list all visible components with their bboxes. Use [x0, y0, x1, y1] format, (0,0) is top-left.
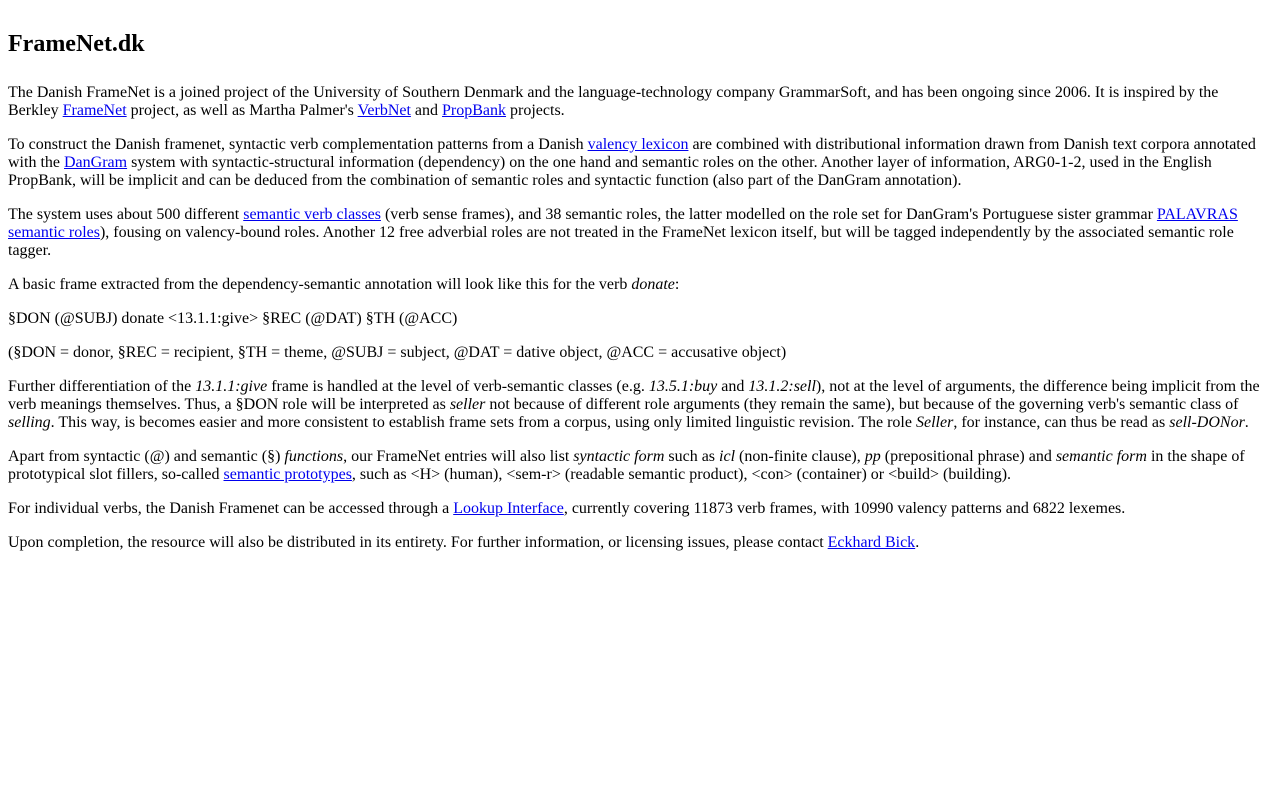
diff-em-seller: seller [449, 395, 486, 413]
intro-text-2: project, as well as Martha Palmer's [126, 101, 358, 119]
functions-paragraph [8, 448, 1272, 484]
frame-legend: (§DON = donor, §REC = recipient, §TH = theme, @SUBJ = subject, @DAT = dative object, @ACC = accusative object) [8, 343, 787, 361]
func-em-functions: functions [284, 447, 344, 465]
intro-paragraph [8, 84, 1272, 120]
intro-text-4: projects. [506, 101, 565, 119]
contact-text-1: Upon completion, the resource will also be distributed in its entirety. For further information, or licensing issues, please contact [8, 533, 828, 551]
classes-text-3: ), fousing on valency-bound roles. Another 12 free adverbial roles are not treated in the FrameNet lexicon itself, but will be tagged independently by the associated semantic role tagger. [8, 223, 1234, 259]
framenet-link[interactable]: FrameNet [62, 101, 127, 119]
propbank-link[interactable]: PropBank [442, 101, 507, 119]
diff-text-1: Further differentiation of the [8, 377, 196, 395]
construction-paragraph [8, 136, 1272, 190]
func-text-6: in the shape of prototypical slot fillers, so-called [8, 447, 1245, 483]
classes-paragraph [8, 206, 1272, 260]
diff-text-5: not because of different role arguments (they remain the same), but because of the governing verb's semantic class of [485, 395, 1239, 413]
lookup-text-2: , currently covering 11873 verb frames, with 10990 valency patterns and 6822 lexemes. [563, 499, 1126, 517]
basic-frame-text-1: A basic frame extracted from the dependency-semantic annotation will look like this for the verb [8, 275, 632, 293]
diff-text-6: . This way, is becomes easier and more consistent to establish frame sets from a corpus, using only limited linguistic revision. The role [50, 413, 916, 431]
lookup-paragraph [8, 500, 1272, 518]
diff-text-4: ), not at the level of arguments, the difference being implicit from the verb meanings themselves. Thus, a §DON role will be interpreted as [8, 377, 1260, 413]
dangram-link[interactable]: DanGram [64, 153, 128, 171]
intro-text-3: and [410, 101, 443, 119]
func-em-icl: icl [719, 447, 736, 465]
semantic-prototypes-link[interactable]: semantic prototypes [223, 465, 352, 483]
diff-text-8: . [1244, 413, 1249, 431]
construction-text-1: To construct the Danish framenet, syntactic verb complementation patterns from a Danish [8, 135, 588, 153]
diff-text-3: and [717, 377, 749, 395]
func-text-1: Apart from syntactic (@) and semantic (§) [8, 447, 285, 465]
frame-example: §DON (@SUBJ) donate <13.1.1:give> §REC (@DAT) §TH (@ACC) [8, 309, 458, 327]
diff-em-selling: selling [8, 413, 51, 431]
lookup-interface-link[interactable]: Lookup Interface [453, 499, 564, 517]
contact-text-2: . [915, 533, 920, 551]
func-text-7: , such as <H> (human), <sem-r> (readable semantic product), <con> (container) or <build> (building). [351, 465, 1012, 483]
diff-em-give: 13.1.1:give [195, 377, 268, 395]
diff-em-buy: 13.5.1:buy [648, 377, 718, 395]
construction-text-2: are combined with distributional information drawn from Danish text corpora annotated with the [8, 135, 1256, 171]
func-text-2: , our FrameNet entries will also list [343, 447, 574, 465]
func-text-5: (prepositional phrase) and [880, 447, 1056, 465]
func-em-syntactic-form: syntactic form [573, 447, 665, 465]
semantic-verb-classes-link[interactable]: semantic verb classes [243, 205, 381, 223]
verb-donate: donate [631, 275, 675, 293]
func-text-4: (non-finite clause), [735, 447, 865, 465]
func-em-pp: pp [864, 447, 881, 465]
contact-eckhard-bick-link[interactable]: Eckhard Bick [827, 533, 916, 551]
construction-text-3: system with syntactic-structural information (dependency) on the one hand and semantic roles on the other. Another layer of information, ARG0-1-2, used in the English PropBank, will be implicit and can be deduced from the combination of semantic roles and syntactic function (also part of the DanGram annotation). [8, 153, 1212, 189]
lookup-text-1: For individual verbs, the Danish Framenet can be accessed through a [8, 499, 454, 517]
valency-lexicon-link[interactable]: valency lexicon [587, 135, 689, 153]
classes-text-2: (verb sense frames), and 38 semantic roles, the latter modelled on the role set for DanGram's Portuguese sister grammar [380, 205, 1157, 223]
contact-paragraph [8, 534, 1272, 552]
intro-text-1: The Danish FrameNet is a joined project of the University of Southern Denmark and the language-technology company GrammarSoft, and has been ongoing since 2006. It is inspired by the Berkley [8, 83, 1219, 119]
palavras-semantic-roles-link[interactable]: PALAVRAS semantic roles [8, 205, 1238, 241]
basic-frame-text-2: : [674, 275, 680, 293]
diff-em-sell-donor: sell-DONor [1169, 413, 1245, 431]
classes-text-1: The system uses about 500 different [8, 205, 244, 223]
diff-text-7: , for instance, can thus be read as [953, 413, 1170, 431]
diff-em-sell: 13.1.2:sell [748, 377, 816, 395]
func-text-3: such as [664, 447, 720, 465]
diff-em-seller-role: Seller [915, 413, 954, 431]
differentiation-paragraph [8, 378, 1272, 432]
basic-frame-paragraph [8, 276, 1272, 294]
func-em-semantic-form: semantic form [1055, 447, 1147, 465]
verbnet-link[interactable]: VerbNet [357, 101, 411, 119]
page-title: FrameNet.dk [8, 31, 145, 57]
diff-text-2: frame is handled at the level of verb-semantic classes (e.g. [267, 377, 649, 395]
